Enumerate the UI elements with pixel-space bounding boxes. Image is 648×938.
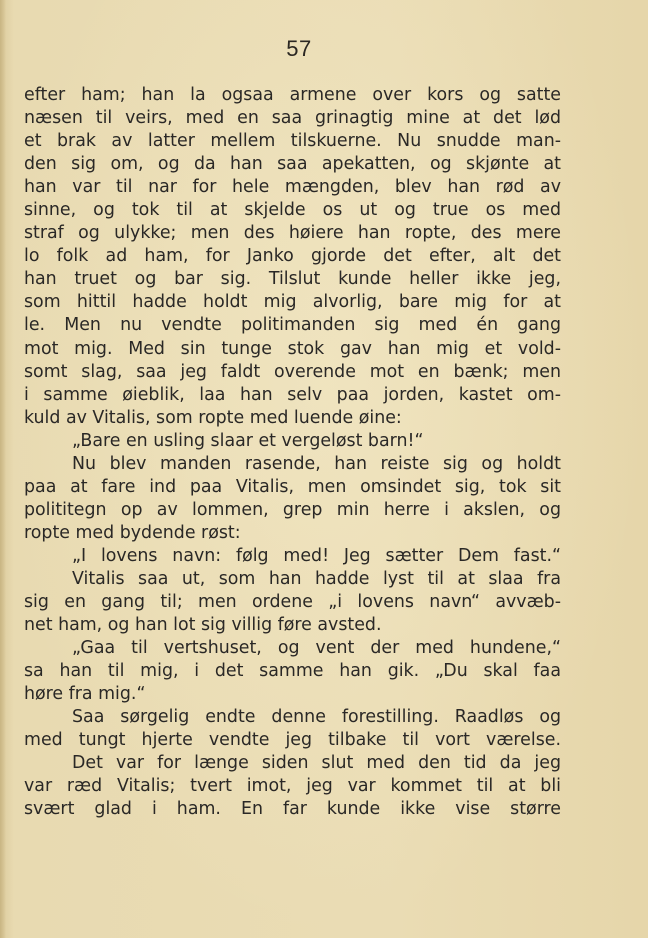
page-number: 57 <box>286 36 312 61</box>
text-line: sinne, og tok til at skjelde os ut og true os med <box>24 200 561 221</box>
text-line: i samme øieblik, laa han selv paa jorden, kastet om- <box>24 384 561 405</box>
text-line: somt slag, saa jeg faldt overende mot en bænk; men <box>24 361 561 382</box>
text-line: Saa sørgelig endte denne forestilling. Raadløs og <box>72 707 561 728</box>
text-line: ropte med bydende røst: <box>24 522 241 543</box>
text-line: høre fra mig.“ <box>24 684 146 705</box>
text-line: Det var for længe siden slut med den tid da jeg <box>72 753 561 774</box>
text-line: mot mig. Med sin tunge stok gav han mig et vold- <box>24 338 561 359</box>
text-line: net ham, og han lot sig villig føre avsted. <box>24 615 382 636</box>
text-line: lo folk ad ham, for Janko gjorde det efter, alt det <box>24 246 561 267</box>
body-text <box>24 84 561 822</box>
text-line: paa at fare ind paa Vitalis, men omsindet sig, tok sit <box>24 476 561 497</box>
text-line: svært glad i ham. En far kunde ikke vise større <box>24 799 561 820</box>
text-line: et brak av latter mellem tilskuerne. Nu snudde man- <box>24 131 561 152</box>
text-line: Nu blev manden rasende, han reiste sig og holdt <box>72 453 561 474</box>
text-line: som hittil hadde holdt mig alvorlig, bare mig for at <box>24 292 561 313</box>
text-line: med tungt hjerte vendte jeg tilbake til vort værelse. <box>24 730 561 751</box>
text-line: han truet og bar sig. Tilslut kunde heller ikke jeg, <box>24 269 561 290</box>
page-binding-shadow <box>0 0 6 938</box>
text-line: efter ham; han la ogsaa armene over kors og satte <box>24 85 561 105</box>
text-line: „I lovens navn: følg med! Jeg sætter Dem fast.“ <box>72 545 561 566</box>
text-line: Vitalis saa ut, som han hadde lyst til at slaa fra <box>72 568 561 589</box>
text-line: kuld av Vitalis, som ropte med luende øine: <box>24 407 402 428</box>
text-line: den sig om, og da han saa apekatten, og skjønte at <box>24 154 561 175</box>
text-line: le. Men nu vendte politimanden sig med én gang <box>24 315 561 336</box>
text-line: sa han til mig, i det samme han gik. „Du skal faa <box>24 661 561 682</box>
text-line: „Bare en usling slaar et vergeløst barn!“ <box>72 430 424 451</box>
text-line: straf og ulykke; men des høiere han ropte, des mere <box>24 223 561 244</box>
text-line: polititegn op av lommen, grep min herre i akslen, og <box>24 499 561 520</box>
text-line: næsen til veirs, med en saa grinagtig mine at det lød <box>24 108 561 129</box>
text-line: „Gaa til vertshuset, og vent der med hundene,“ <box>72 638 561 659</box>
text-line: var ræd Vitalis; tvert imot, jeg var kommet til at bli <box>24 776 561 797</box>
text-line: sig en gang til; men ordene „i lovens navn“ avvæb- <box>24 592 561 613</box>
text-line: han var til nar for hele mængden, blev han rød av <box>24 177 561 198</box>
